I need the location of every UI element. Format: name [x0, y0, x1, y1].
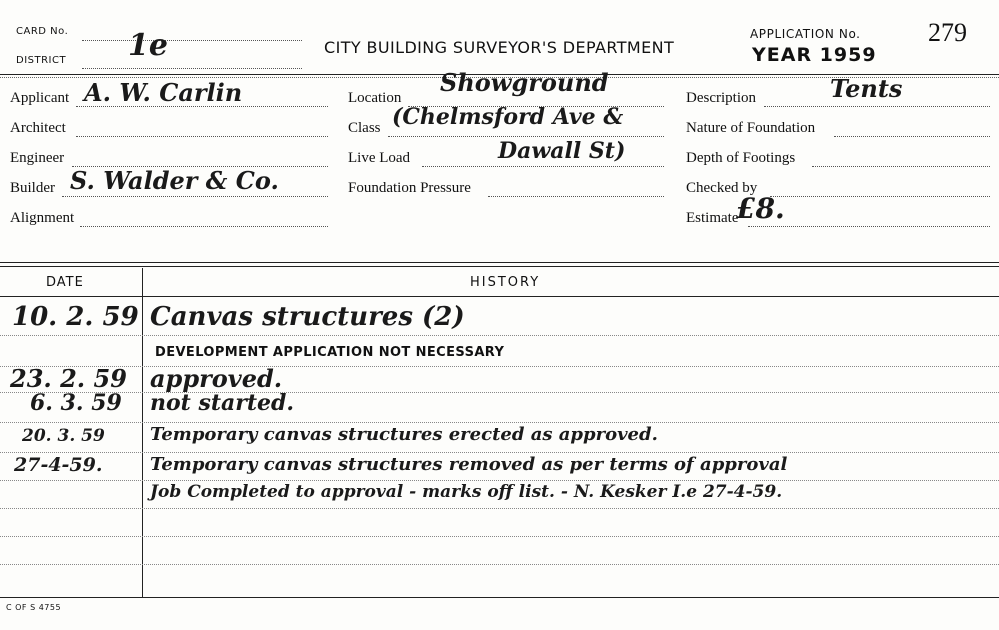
applicant-label: Applicant [10, 90, 70, 106]
builder-value: S. Walder & Co. [70, 166, 279, 195]
department-title: CITY BUILDING SURVEYOR'S DEPARTMENT [324, 38, 675, 57]
builder-line [62, 196, 328, 197]
engineer-label: Engineer [10, 150, 65, 166]
ruled-line [0, 564, 999, 565]
date-column-divider [142, 268, 143, 598]
depth-footings-label: Depth of Footings [686, 150, 796, 166]
card-no-label: CARD No. [16, 26, 69, 37]
live-load-line [422, 166, 664, 167]
date-header: DATE [46, 275, 84, 290]
district-value: 1e [128, 28, 168, 63]
ruled-line [0, 452, 999, 453]
history-top-border [0, 262, 999, 263]
builder-label: Builder [10, 180, 55, 196]
location-label: Location [348, 90, 402, 106]
ruled-line [0, 508, 999, 509]
ruled-line [0, 536, 999, 537]
history-date: 23. 2. 59 [10, 364, 127, 393]
foundation-pressure-line [488, 196, 664, 197]
checked-by-line [770, 196, 990, 197]
architect-line [76, 136, 328, 137]
ruled-line [0, 422, 999, 423]
alignment-line [80, 226, 328, 227]
history-date: 10. 2. 59 [12, 302, 139, 332]
history-header-bottom [0, 296, 999, 297]
history-header: HISTORY [470, 275, 541, 290]
foundation-pressure-label: Foundation Pressure [348, 180, 471, 196]
description-line [764, 106, 990, 107]
nature-foundation-label: Nature of Foundation [686, 120, 816, 136]
nature-foundation-line [834, 136, 990, 137]
history-bottom-border [0, 597, 999, 598]
location-value-2: (Chelmsford Ave & [392, 104, 624, 130]
history-entry: approved. [150, 364, 283, 393]
district-label: DISTRICT [16, 55, 67, 66]
alignment-label: Alignment [10, 210, 75, 226]
class-label: Class [348, 120, 381, 136]
history-entry: Job Completed to approval - marks off list. - N. Kesker I.e 27-4-59. [150, 482, 783, 502]
history-entry: not started. [150, 390, 295, 416]
estimate-label: Estimate [686, 210, 739, 226]
location-value-1: Showground [440, 68, 609, 97]
history-entry: Canvas structures (2) [150, 302, 465, 332]
stamp-not-necessary: DEVELOPMENT APPLICATION NOT NECESSARY [155, 345, 505, 360]
district-line [82, 68, 302, 69]
card-no-line [82, 40, 302, 41]
history-date: 20. 3. 59 [22, 426, 105, 446]
application-no-value: 279 [928, 18, 967, 47]
ruled-line [0, 335, 999, 336]
depth-footings-line [812, 166, 990, 167]
history-entry: Temporary canvas structures removed as per terms of approval [150, 454, 788, 475]
applicant-value: A. W. Carlin [84, 78, 243, 107]
application-no-label: APPLICATION No. [750, 27, 861, 41]
estimate-value: £8. [736, 192, 785, 225]
location-value-3: Dawall St) [498, 138, 626, 164]
form-code: C OF S 4755 [6, 603, 62, 612]
history-entry: Temporary canvas structures erected as approved. [150, 424, 658, 445]
description-value: Tents [830, 74, 903, 103]
checked-by-label: Checked by [686, 180, 758, 196]
estimate-line [748, 226, 990, 227]
history-top-border-2 [0, 266, 999, 267]
year-label: YEAR 1959 [752, 44, 877, 66]
live-load-label: Live Load [348, 150, 411, 166]
ruled-line [0, 480, 999, 481]
class-line [388, 136, 664, 137]
architect-label: Architect [10, 120, 66, 136]
history-date: 6. 3. 59 [30, 390, 122, 416]
description-label: Description [686, 90, 756, 106]
history-date: 27-4-59. [14, 454, 103, 476]
